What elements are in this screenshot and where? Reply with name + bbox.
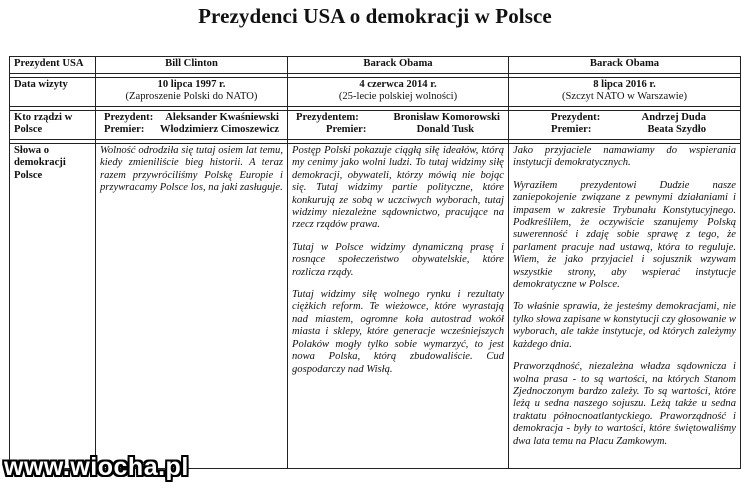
- rulers-label: Kto rządzi w Polsce: [10, 111, 96, 140]
- quote-paragraph: To właśnie sprawia, że jesteśmy demokracjami, nie tylko słowa zapisane w konstytucji czy głosowanie w wyborach, ale także instytucje, od których zależymy każdego dnia.: [513, 301, 736, 350]
- visit-note-3: (Szczyt NATO w Warszawie): [562, 91, 687, 103]
- quote-paragraph: Tutaj w Polsce widzimy dynamiczną prasę i rosnące społeczeństwo obywatelskie, które rozlicza rządy.: [292, 241, 504, 278]
- words-row: [10, 144, 741, 469]
- document-title: Prezydenci USA o demokracji w Polsce: [198, 4, 552, 28]
- ruler-premier-3: Premier: Beata Szydło: [551, 124, 706, 136]
- ruler-president-1: Prezydent: Aleksander Kwaśniewski: [104, 112, 279, 123]
- quote-paragraph: Jako przyjaciele namawiamy do wspierania instytucji demokratycznych.: [513, 145, 736, 169]
- visit-cell-3: [509, 78, 741, 107]
- visit-date-3: 8 lipca 2016 r.: [593, 79, 656, 90]
- visit-label: Data wizyty: [10, 78, 96, 107]
- visit-cell-1: [96, 78, 288, 107]
- ruler-premier-2: Premier: Donald Tusk: [326, 124, 474, 136]
- rulers-cell-2: [288, 111, 509, 140]
- quote-clinton: [96, 144, 288, 469]
- visit-date-1: 10 lipca 1997 r.: [157, 79, 226, 90]
- presidents-table: [9, 56, 741, 469]
- header-row: [10, 57, 741, 74]
- ruler-premier-1: Premier: Włodzimierz Cimoszewicz: [104, 124, 279, 136]
- words-label: Słowa o demokracji Polsce: [10, 144, 96, 469]
- ruler-president-3: Prezydent: Andrzej Duda: [551, 112, 706, 123]
- rulers-cell-1: [96, 111, 288, 140]
- visit-note-2: (25-lecie polskiej wolności): [338, 91, 458, 103]
- quote-paragraph: Postęp Polski pokazuje ciągłą siłę ideałów, którą my cenimy jako wolni ludzi. To tutaj widzimy siłę demokracji, obywateli, którzy mówią nie bojąc się. Tutaj widzimy partie polityczne, które konkurują ze sobą w uczciwych wyborach, tutaj widzimy niezależne sądownictwo, pracujące na rzecz rządów prawa.: [292, 145, 504, 231]
- header-president-1: Bill Clinton: [96, 57, 288, 74]
- header-president-3: Barack Obama: [509, 57, 741, 74]
- header-president-2: Barack Obama: [288, 57, 509, 74]
- ruler-president-2: Prezydentem: Bronisław Komorowski: [296, 112, 500, 123]
- quote-paragraph: Wolność odrodziła się tutaj osiem lat temu, kiedy zmieniliście bieg historii. A teraz razem przywróciliśmy Polskę Europie i przywracamy Polsce los, na jaki zasługuje.: [100, 145, 283, 194]
- header-label: Prezydent USA: [10, 57, 96, 74]
- rulers-cell-3: [509, 111, 741, 140]
- visit-note-1: (Zaproszenie Polski do NATO): [125, 91, 258, 103]
- visit-row: [10, 78, 741, 107]
- quote-paragraph: Wyraziłem prezydentowi Dudzie nasze zaniepokojenie związane z pewnymi działaniami i impasem w zakresie Trybunału Konstytucyjnego. Podkreśliłem, że oczywiście szanujemy Polską suwerenność i zdaję sobie sprawę z tego, że parlament pracuje nad ustawą, która to reguluje. Wiem, że jako przyjaciel i sojusznik wzywam wszystkie strony, aby wspierać instytucje demokratyczne w Polsce.: [513, 179, 736, 291]
- quote-obama-2016: [509, 144, 741, 469]
- visit-date-2: 4 czerwca 2014 r.: [359, 79, 437, 90]
- rulers-row: [10, 111, 741, 140]
- watermark-logo: www.wiocha.pl: [4, 453, 189, 481]
- quote-paragraph: Praworządność, niezależna władza sądownicza i wolna prasa - to są wartości, na których Stanom Zjednoczonym bardzo zależy. To są wartości, które leżą u sedna naszego sojuszu. Leżą także u sedna traktatu północnoatlantyckiego. Praworządność i demokracja - były to wartości, które świętowaliśmy dwa lata temu na Placu Zamkowym.: [513, 361, 736, 447]
- quote-obama-2014: [288, 144, 509, 469]
- visit-cell-2: [288, 78, 509, 107]
- quote-paragraph: Tutaj widzimy siłę wolnego rynku i rezultaty ciężkich reform. Te wieżowce, które wyrastają nad miastem, ogromne koła autostrad wokół miasta i sklepy, które generacje wcześniejszych Polaków mogły tylko sobie wymarzyć, to jest nowa Polska, którą zbudowaliście. Cud gospodarczy nad Wisłą.: [292, 289, 504, 375]
